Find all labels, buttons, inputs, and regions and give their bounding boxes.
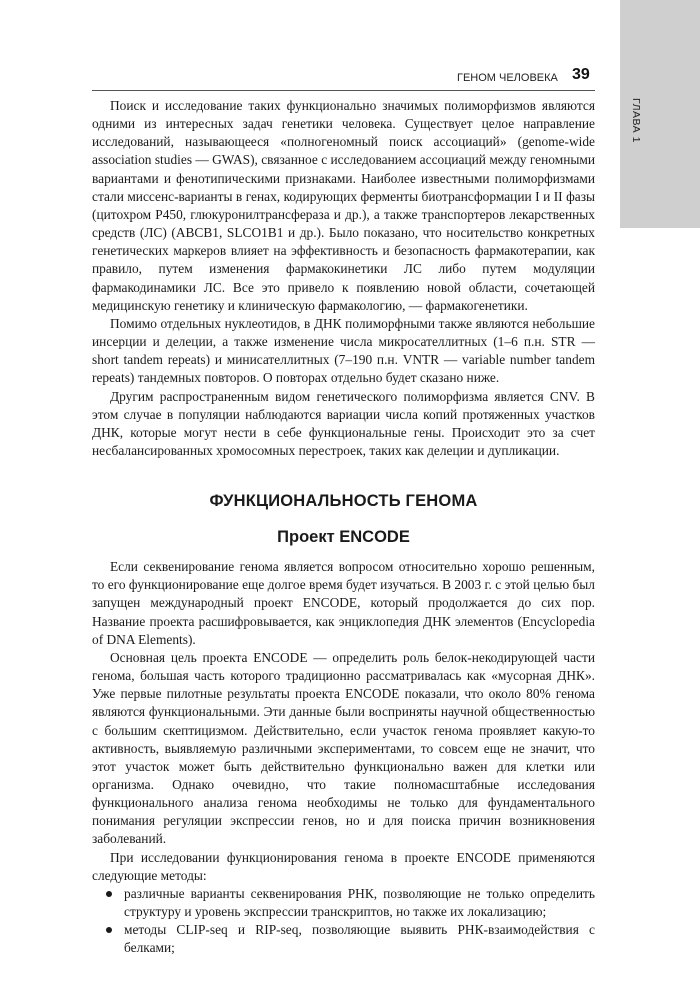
list-item-text: методы CLIP-seq и RIP-seq, позволяющие выявить РНК-взаимодействия с белками; xyxy=(124,922,595,956)
chapter-tab-label: ГЛАВА 1 xyxy=(630,98,642,143)
methods-list xyxy=(92,885,595,958)
paragraph: Помимо отдельных нуклеотидов, в ДНК полиморфными также являются небольшие инсерции и делеции, а также изменение числа микросателлитных (1–6 п.н. STR — short tandem repeats) и минисателлитных (7–190 п.н. VNTR — variable number tandem repeats) тандемных повторов. О повторах отдельно будет сказано ниже. xyxy=(92,315,595,386)
paragraph: При исследовании функционирования генома в проекте ENCODE применяются следующие методы: xyxy=(92,849,595,883)
paragraph: Поиск и исследование таких функционально значимых полиморфизмов являются одними из интересных задач генетики человека. Существует целое направление исследований, называющееся «полногеномный поиск ассоциаций» (genome-wide association studies — GWAS), связанное с исследованием ассоциаций между геномными вариантами и фенотипическими признаками. Наиболее известными полиморфизмами стали миссенс-варианты в генах, кодирующих ферменты биотрансформации I и II фазы (цитохром P450, глюкуронилтрансфераза и др.), а также транспортеров лекарственных средств (ЛС) (ABCB1, SLCO1B1 и др.). Было показано, что носительство конкретных генетических маркеров влияет на эффективность и безопасность фармакотерапии, как правило, путем изменения фармакокинетики ЛС либо путем модуляции фармакодинамики ЛС. Все это привело к появлению новой области, сочетающей медицинскую генетику и клиническую фармакологию, — фармакогенетики. xyxy=(92,98,595,313)
paragraph: Если секвенирование генома является вопросом относительно хорошо решенным, то его функционирование еще долгое время будет изучаться. В 2003 г. с этой целью был запущен международный проект ENCODE, который продолжается до сих пор. Название проекта расшифровывается, как энциклопедия ДНК элементов (Encyclopedia of DNA Elements). xyxy=(92,559,595,647)
bullet-icon xyxy=(106,891,112,897)
page-number: 39 xyxy=(572,66,590,83)
page-body xyxy=(92,97,595,958)
paragraph: Другим распространенным видом генетического полиморфизма является CNV. В этом случае в популяции наблюдаются вариации числа копий протяженных участков ДНК, которые могут нести в себе функциональные гены. Происходит это за счет несбалансированных хромосомных перестроек, таких как делеции и дупликации. xyxy=(92,388,595,458)
list-item-text: различные варианты секвенирования РНК, позволяющие не только определить структуру и уровень экспрессии транскриптов, но также их локализацию; xyxy=(124,885,595,920)
paragraph: Основная цель проекта ENCODE — определить роль белок-некодирующей части генома, большая часть которого традиционно рассматривалась как «мусорная ДНК». Уже первые пилотные результаты проекта ENCODE показали, что около 80% генома являются функциональными. Эти данные были восприняты научной общественностью с большим скептицизмом. Действительно, если участок генома проявляет какую-то активность, выявляемую различными экспериментами, то совсем еще не значит, что этот участок может быть действительно функционально важен для клетки или организма. Однако очевидно, что такие полномасштабные исследования функционального анализа генома необходимы не только для фундаментального понимания регуляции экспрессии генов, но и для поиска причин возникновения заболеваний. xyxy=(92,649,595,847)
subsection-heading: Проект ENCODE xyxy=(277,528,410,547)
header-rule xyxy=(92,90,595,91)
list-item xyxy=(92,885,595,921)
list-item xyxy=(92,921,595,957)
section-heading: ФУНКЦИОНАЛЬНОСТЬ ГЕНОМА xyxy=(209,492,478,511)
running-head: ГЕНОМ ЧЕЛОВЕКА xyxy=(457,72,558,84)
bullet-icon xyxy=(106,927,112,933)
